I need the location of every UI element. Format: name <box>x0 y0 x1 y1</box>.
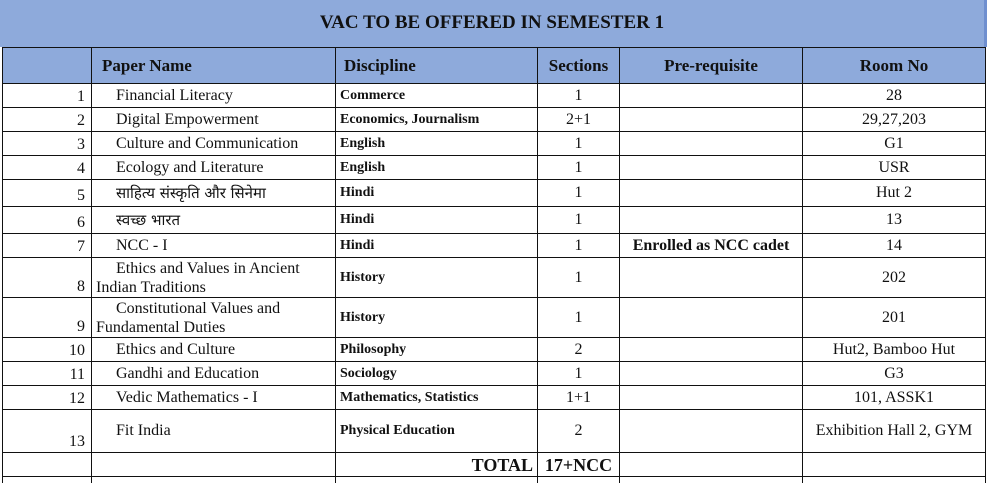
sections: 1 <box>538 234 620 258</box>
prerequisite <box>620 84 803 108</box>
sections: 2+1 <box>538 108 620 132</box>
row-number: 4 <box>3 156 92 180</box>
room-no: 29,27,203 <box>803 108 986 132</box>
row-number: 5 <box>3 180 92 207</box>
row-number: 11 <box>3 362 92 386</box>
header-room-no: Room No <box>803 48 986 84</box>
header-paper-name: Paper Name <box>92 48 336 84</box>
paper-name: Vedic Mathematics - I <box>92 386 336 410</box>
table-row <box>3 338 986 362</box>
paper-name: स्वच्छ भारत <box>92 207 336 234</box>
header-serial <box>3 48 92 84</box>
paper-name: Culture and Communication <box>92 132 336 156</box>
row-number: 3 <box>3 132 92 156</box>
sections: 2 <box>538 338 620 362</box>
prerequisite <box>620 386 803 410</box>
header-row <box>3 48 986 84</box>
sections: 1 <box>538 298 620 338</box>
trailing-cell <box>3 477 92 483</box>
sections: 1 <box>538 362 620 386</box>
room-no: 14 <box>803 234 986 258</box>
sections: 1 <box>538 132 620 156</box>
table-row <box>3 258 986 298</box>
row-number: 10 <box>3 338 92 362</box>
paper-name: Ecology and Literature <box>92 156 336 180</box>
table-row <box>3 410 986 453</box>
row-number: 12 <box>3 386 92 410</box>
paper-name: Digital Empowerment <box>92 108 336 132</box>
room-no: Hut 2 <box>803 180 986 207</box>
table-row <box>3 386 986 410</box>
trailing-cell <box>336 477 538 483</box>
table-row <box>3 156 986 180</box>
header-prerequisite: Pre-requisite <box>620 48 803 84</box>
total-empty-prereq <box>620 453 803 477</box>
table-row <box>3 234 986 258</box>
row-number: 7 <box>3 234 92 258</box>
vac-table <box>2 47 986 483</box>
room-no: G3 <box>803 362 986 386</box>
row-number: 1 <box>3 84 92 108</box>
prerequisite <box>620 258 803 298</box>
room-no: Exhibition Hall 2, GYM <box>803 410 986 453</box>
paper-name: NCC - I <box>92 234 336 258</box>
header-discipline: Discipline <box>336 48 538 84</box>
sections: 1+1 <box>538 386 620 410</box>
discipline: Physical Education <box>336 410 538 453</box>
row-number: 6 <box>3 207 92 234</box>
prerequisite <box>620 338 803 362</box>
discipline: History <box>336 258 538 298</box>
discipline: Hindi <box>336 180 538 207</box>
paper-name: Financial Literacy <box>92 84 336 108</box>
trailing-cell <box>620 477 803 483</box>
discipline: Hindi <box>336 207 538 234</box>
room-no: G1 <box>803 132 986 156</box>
sections: 1 <box>538 258 620 298</box>
discipline: Sociology <box>336 362 538 386</box>
room-no: USR <box>803 156 986 180</box>
prerequisite <box>620 180 803 207</box>
sections: 1 <box>538 180 620 207</box>
table-row <box>3 207 986 234</box>
prerequisite <box>620 298 803 338</box>
total-empty-room <box>803 453 986 477</box>
trailing-cell <box>538 477 620 483</box>
paper-name: साहित्य संस्कृति और सिनेमा <box>92 180 336 207</box>
paper-name: Ethics and Values in Ancient Indian Traditions <box>92 258 336 298</box>
sections: 2 <box>538 410 620 453</box>
prerequisite <box>620 410 803 453</box>
prerequisite <box>620 207 803 234</box>
discipline: English <box>336 132 538 156</box>
table-title: VAC TO BE OFFERED IN SEMESTER 1 <box>319 12 665 33</box>
prerequisite <box>620 108 803 132</box>
row-number: 8 <box>3 258 92 298</box>
room-no: 28 <box>803 84 986 108</box>
row-number: 2 <box>3 108 92 132</box>
prerequisite <box>620 156 803 180</box>
prerequisite <box>620 132 803 156</box>
table-row <box>3 298 986 338</box>
room-no: 101, ASSK1 <box>803 386 986 410</box>
sections: 1 <box>538 207 620 234</box>
trailing-cell <box>92 477 336 483</box>
paper-name: Fit India <box>92 410 336 453</box>
row-number: 9 <box>3 298 92 338</box>
table-row <box>3 132 986 156</box>
total-empty-paper <box>92 453 336 477</box>
total-row <box>3 453 986 477</box>
room-no: 13 <box>803 207 986 234</box>
row-number: 13 <box>3 410 92 453</box>
room-no: Hut2, Bamboo Hut <box>803 338 986 362</box>
title-bar <box>0 0 987 47</box>
discipline: Hindi <box>336 234 538 258</box>
paper-name: Constitutional Values and Fundamental Duties <box>92 298 336 338</box>
discipline: History <box>336 298 538 338</box>
paper-name: Ethics and Culture <box>92 338 336 362</box>
total-value: 17+NCC <box>538 453 620 477</box>
table-row <box>3 362 986 386</box>
table-row <box>3 108 986 132</box>
table-row <box>3 84 986 108</box>
discipline: Mathematics, Statistics <box>336 386 538 410</box>
sections: 1 <box>538 156 620 180</box>
total-label: TOTAL <box>336 453 538 477</box>
total-empty-serial <box>3 453 92 477</box>
discipline: Philosophy <box>336 338 538 362</box>
discipline: Economics, Journalism <box>336 108 538 132</box>
sections: 1 <box>538 84 620 108</box>
prerequisite <box>620 362 803 386</box>
table-row <box>3 180 986 207</box>
trailing-cell <box>803 477 986 483</box>
trailing-row <box>3 477 986 483</box>
prerequisite: Enrolled as NCC cadet <box>620 234 803 258</box>
discipline: English <box>336 156 538 180</box>
discipline: Commerce <box>336 84 538 108</box>
header-sections: Sections <box>538 48 620 84</box>
room-no: 201 <box>803 298 986 338</box>
room-no: 202 <box>803 258 986 298</box>
paper-name: Gandhi and Education <box>92 362 336 386</box>
